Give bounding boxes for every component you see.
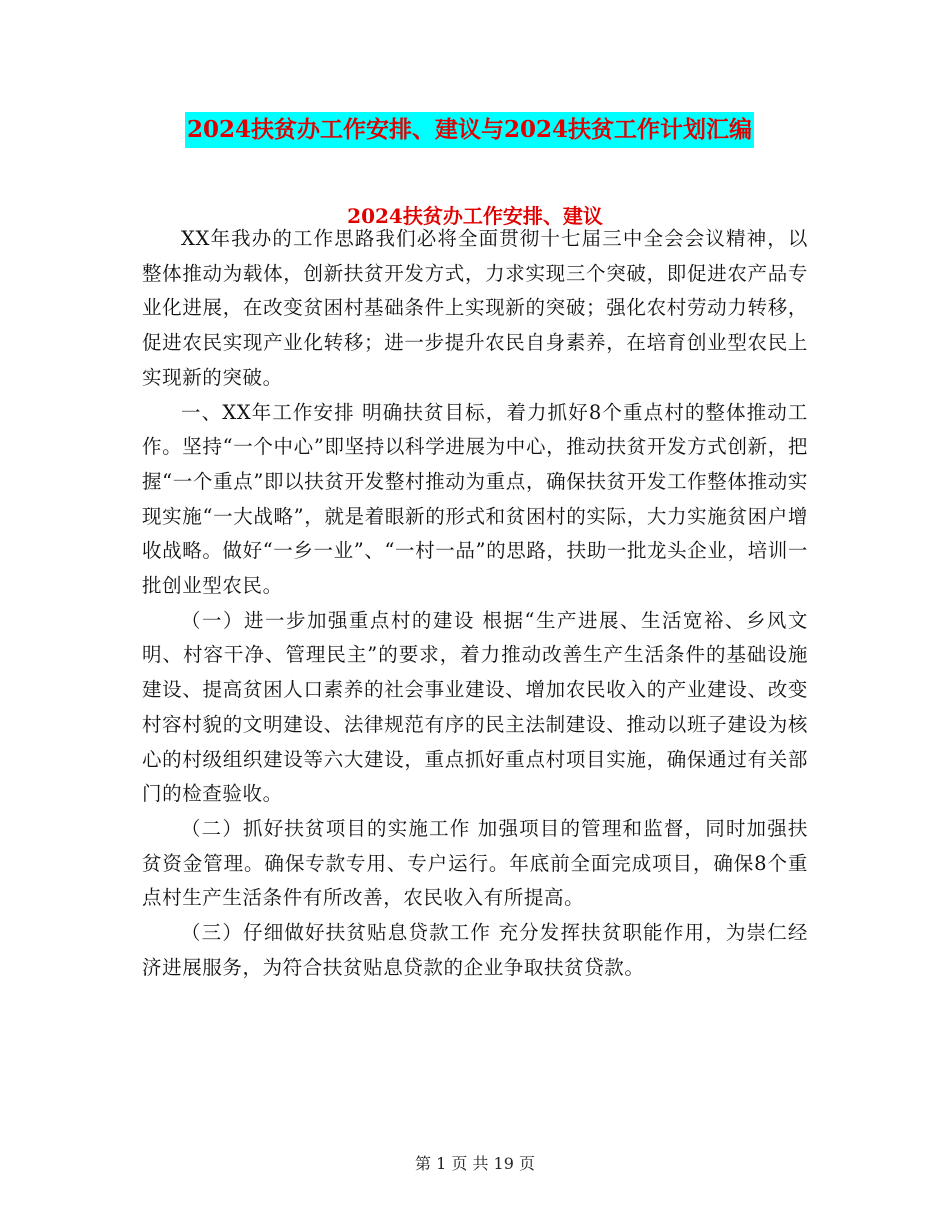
section-title: 2024扶贫办工作安排、建议 <box>347 204 603 228</box>
document-body <box>142 222 808 985</box>
paragraph-subsidized-loans: （三）仔细做好扶贫贴息贷款工作 充分发挥扶贫职能作用，为崇仁经济进展服务，为符合扶贫贴息贷款的企业争取扶贫贷款。 <box>142 921 808 979</box>
paragraph-project-implementation: （二）抓好扶贫项目的实施工作 加强项目的管理和监督，同时加强扶贫资金管理。确保专款专用、专户运行。年底前全面完成项目，确保8个重点村生产生活条件有所改善，农民收入有所提高。 <box>142 816 808 910</box>
paragraph-key-village-construction: （一）进一步加强重点村的建设 根据“生产进展、生活宽裕、乡风文明、村容干净、管理民主”的要求，着力推动改善生产生活条件的基础设施建设、提高贫困人口素养的社会事业建设、增加农民收入的产业建设、改变村容村貌的文明建设、法律规范有序的民主法制建设、推动以班子建设为核心的村级组织建设等六大建设，重点抓好重点村项目实施，确保通过有关部门的检查验收。 <box>142 608 808 806</box>
paragraph-work-arrangement: 一、XX年工作安排 明确扶贫目标，着力抓好8个重点村的整体推动工作。坚持“一个中心”即坚持以科学进展为中心，推动扶贫开发方式创新，把握“一个重点”即以扶贫开发整村推动为重点，确保扶贫开发工作整体推动实现实施“一大战略”，就是着眼新的形式和贫困村的实际，大力实施贫困户增收战略。做好“一乡一业”、“一村一品”的思路，扶助一批龙头企业，培训一批创业型农民。 <box>142 400 808 598</box>
document-title: 2024扶贫办工作安排、建议与2024扶贫工作计划汇编 <box>185 112 754 148</box>
page-number-footer: 第 1 页 共 19 页 <box>415 1154 535 1173</box>
paragraph-intro: XX年我办的工作思路我们必将全面贯彻十七届三中全会会议精神，以整体推动为载体，创新扶贫开发方式，力求实现三个突破，即促进农产品专业化进展，在改变贫困村基础条件上实现新的突破；强化农村劳动力转移，促进农民实现产业化转移；进一步提升农民自身素养，在培育创业型农民上实现新的突破。 <box>142 227 808 389</box>
